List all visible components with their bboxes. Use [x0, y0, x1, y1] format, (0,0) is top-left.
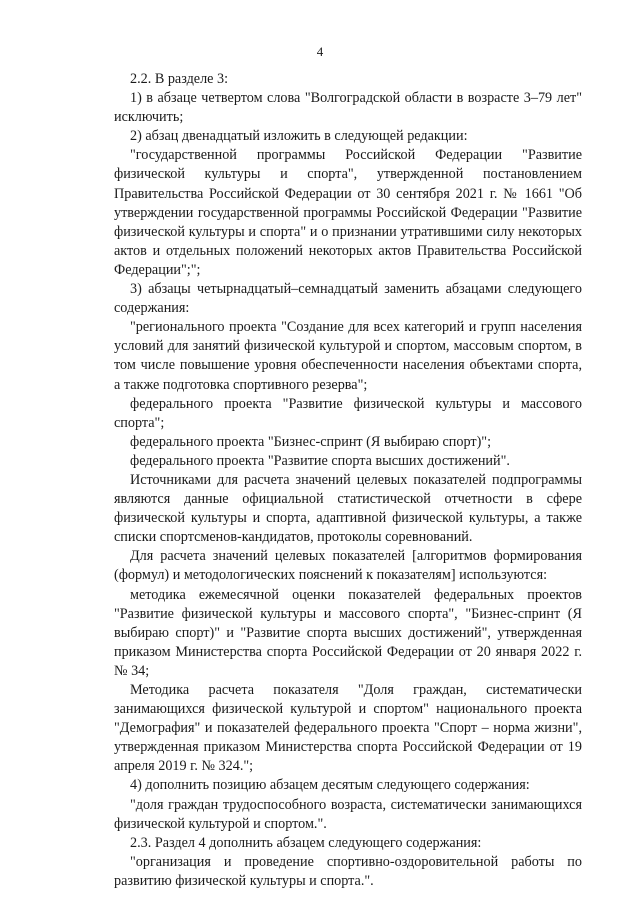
paragraph-regional-project: "регионального проекта "Создание для всех категорий и групп населения условий для занятий физической культурой и спортом, массовым спортом, в том числе повышение уровня обеспеченности населения объектами спорта, а также подготовка спортивного резерва"; [114, 319, 582, 393]
paragraph-item-4: 4) дополнить позицию абзацем десятым следующего содержания: [130, 777, 530, 794]
paragraph-item-1: 1) в абзаце четвертом слова "Волгоградской области в возрасте 3–79 лет" исключить; [114, 90, 582, 126]
section-heading-2-3: 2.3. Раздел 4 дополнить абзацем следующего содержания: [130, 834, 482, 851]
document-body [114, 70, 582, 891]
paragraph-federal-project-high-achievement: федерального проекта "Развитие спорта высших достижений". [130, 452, 510, 469]
paragraph-federal-project-mass-sport: федерального проекта "Развитие физической культуры и массового спорта"; [114, 395, 582, 431]
paragraph-monthly-methodology: методика ежемесячной оценки показателей федеральных проектов "Развитие физической культуры и массового спорта", "Бизнес-спринт (Я выбираю спорт)" и "Развитие спорта высших достижений", утвержденная приказом Министерства спорта Российской Федерации от 20 января 2022 г. № 34; [114, 586, 582, 679]
paragraph-calculation-intro: Для расчета значений целевых показателей [алгоритмов формирования (формул) и методологических пояснений к показателям] используются: [114, 548, 582, 584]
paragraph-quote-program: "государственной программы Российской Федерации "Развитие физической культуры и спорта", утвержденной постановлением Правительства Российской Федерации от 30 сентября 2021 г. № 1661 "Об утверждении государственной программы Российской Федерации "Развитие физической культуры и спорта" и о признании утратившими силу некоторых актов и отдельных положений некоторых актов Правительства Российской Федерации";"; [114, 147, 582, 278]
page-number: 4 [316, 44, 324, 59]
paragraph-methodology-324: Методика расчета показателя "Доля граждан, систематически занимающихся физической культурой и спортом" национального проекта "Демография" и показателей федерального проекта "Спорт – норма жизни", утвержденная приказом Министерства спорта Российской Федерации от 19 апреля 2019 г. № 324."; [114, 682, 582, 775]
paragraph-quote-organization: "организация и проведение спортивно-оздоровительной работы по развитию физической культуры и спорта.". [114, 853, 582, 889]
paragraph-sources: Источниками для расчета значений целевых показателей подпрограммы являются данные официальной статистической отчетности в сфере физической культуры и спорта, адаптивной физической культуры, а также списки спортсменов-кандидатов, протоколы соревнований. [114, 471, 582, 546]
paragraph-item-3: 3) абзацы четырнадцатый–семнадцатый заменить абзацами следующего содержания: [114, 281, 582, 317]
paragraph-item-2: 2) абзац двенадцатый изложить в следующей редакции: [130, 128, 468, 145]
section-heading-2-2: 2.2. В разделе 3: [130, 71, 229, 87]
paragraph-federal-project-business-sprint: федерального проекта "Бизнес-спринт (Я выбираю спорт)"; [130, 433, 492, 450]
paragraph-quote-share-citizens: "доля граждан трудоспособного возраста, систематически занимающихся физической культурой и спортом.". [114, 796, 582, 832]
